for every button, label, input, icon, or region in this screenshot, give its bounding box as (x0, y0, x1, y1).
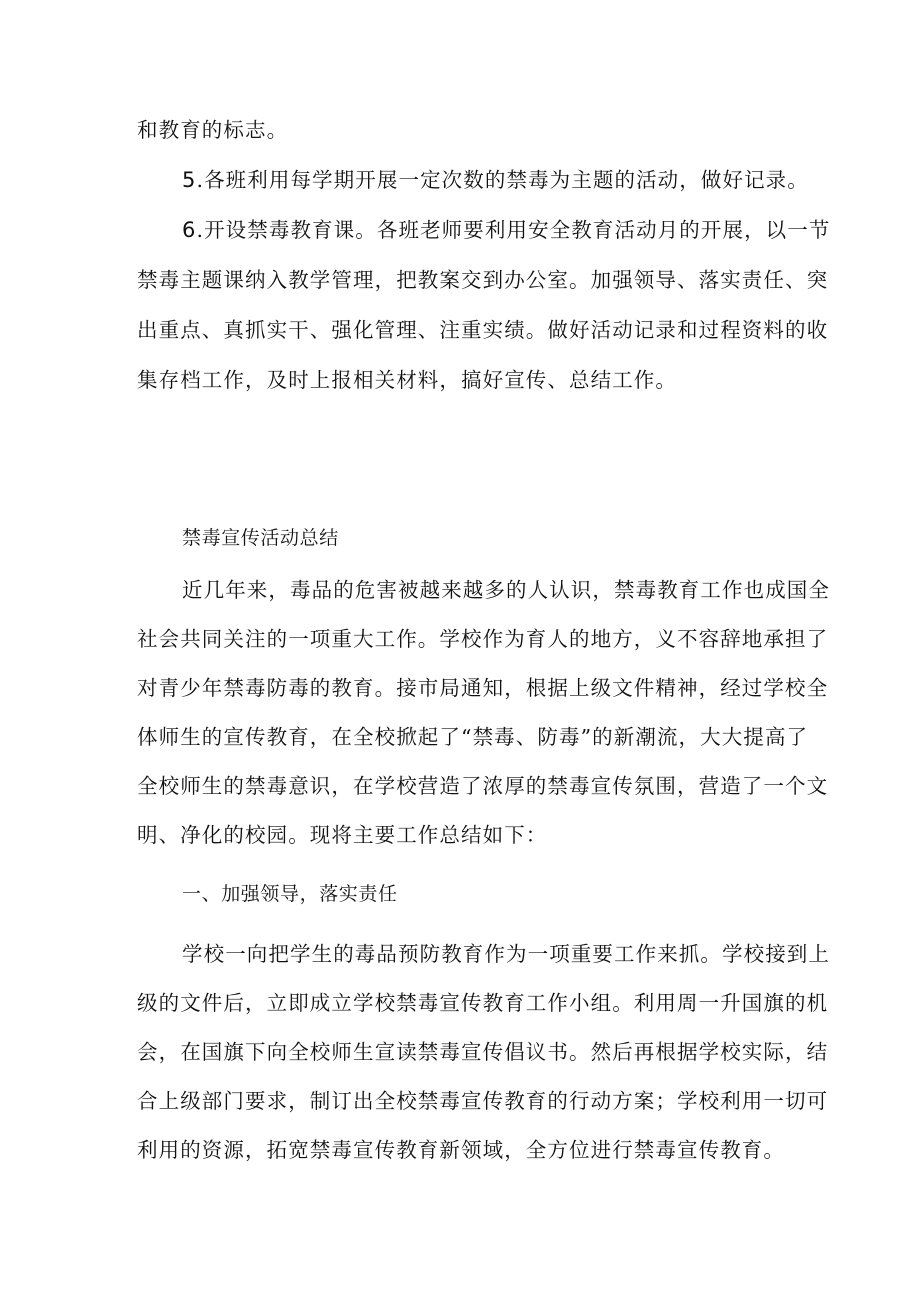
intro-line-5: 全校师生的禁毒意识，在学校营造了浓厚的禁毒宣传氛围，营造了一个文 (137, 774, 829, 798)
paragraph-tail-line: 和教育的标志。 (137, 118, 289, 142)
section-1-line-2: 级的文件后，立即成立学校禁毒宣传教育工作小组。利用周一升国旗的机 (137, 991, 829, 1015)
item-6-line-1 (182, 216, 832, 244)
intro-line-1: 近几年来，毒品的危害被越来越多的人认识，禁毒教育工作也成国全 (182, 578, 830, 602)
item-6-line-3: 出重点、真抓实干、强化管理、注重实绩。做好活动记录和过程资料的收 (137, 318, 829, 342)
intro-line-3: 对青少年禁毒防毒的教育。接市局通知，根据上级文件精神，经过学校全 (137, 676, 829, 700)
item-5-number: 5 (182, 168, 197, 192)
item-6-line-2: 禁毒主题课纳入教学管理，把教案交到办公室。加强领导、落实责任、突 (137, 268, 829, 292)
item-5-line (182, 166, 832, 194)
section-1-line-1: 学校一向把学生的毒品预防教育作为一项重要工作来抓。学校接到上 (182, 942, 830, 966)
summary-title: 禁毒宣传活动总结 (182, 527, 339, 549)
intro-line-4: 体师生的宣传教育，在全校掀起了“禁毒、防毒”的新潮流，大大提高了 (137, 725, 809, 749)
intro-line-6: 明、净化的校园。现将主要工作总结如下： (137, 823, 548, 847)
intro-line-2: 社会共同关注的一项重大工作。学校作为育人的地方，义不容辞地承担了 (137, 627, 829, 651)
section-1-line-5: 利用的资源，拓宽禁毒宣传教育新领域，全方位进行禁毒宣传教育。 (137, 1138, 785, 1162)
item-6-line-4: 集存档工作，及时上报相关材料，搞好宣传、总结工作。 (137, 368, 677, 392)
item-6-text-1: .开设禁毒教育课。各班老师要利用安全教育活动月的开展，以一节 (196, 218, 831, 242)
item-6-number: 6 (182, 218, 197, 242)
section-1-line-3: 会，在国旗下向全校师生宣读禁毒宣传倡议书。然后再根据学校实际，结 (137, 1040, 829, 1064)
section-1-heading: 一、加强领导，落实责任 (182, 883, 398, 905)
section-1-line-4: 合上级部门要求，制订出全校禁毒宣传教育的行动方案；学校利用一切可 (137, 1089, 829, 1113)
item-5-text: .各班利用每学期开展一定次数的禁毒为主题的活动，做好记录。 (196, 168, 809, 192)
